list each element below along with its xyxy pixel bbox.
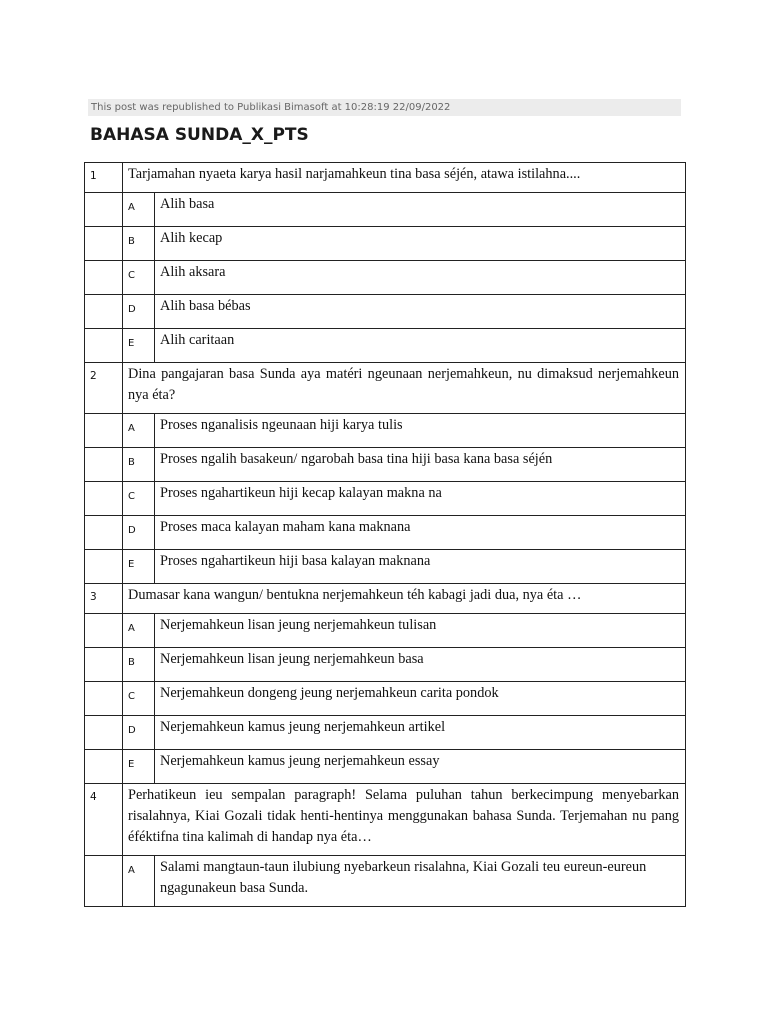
option-text: Proses maca kalayan maham kana maknana: [155, 516, 686, 550]
option-spacer: [85, 516, 123, 550]
option-text: Salami mangtaun-taun ilubiung nyebarkeun risalahna, Kiai Gozali teu eureun-eureun ngagunakeun basa Sunda.: [155, 856, 686, 907]
option-letter: A: [123, 614, 155, 648]
question-text: Perhatikeun ieu sempalan paragraph! Selama puluhan tahun berkecimpung menyebarkan risalahnya, Kiai Gozali tidak henti-hentinya menggunakan bahasa Sunda. Terjemahan nu pang éféktifna tina kalimah di handap nya éta…: [123, 784, 686, 856]
option-row: [85, 329, 686, 363]
option-text: Nerjemahkeun dongeng jeung nerjemahkeun carita pondok: [155, 682, 686, 716]
option-letter: D: [123, 716, 155, 750]
option-row: [85, 448, 686, 482]
question-row: [85, 363, 686, 414]
republish-notice: This post was republished to Publikasi Bimasoft at 10:28:19 22/09/2022: [88, 99, 681, 116]
option-spacer: [85, 716, 123, 750]
option-letter: B: [123, 448, 155, 482]
option-row: [85, 550, 686, 584]
option-letter: E: [123, 329, 155, 363]
option-letter: C: [123, 482, 155, 516]
option-letter: B: [123, 227, 155, 261]
question-row: [85, 784, 686, 856]
option-row: [85, 648, 686, 682]
document-title: BAHASA SUNDA_X_PTS: [90, 125, 309, 145]
option-text: Alih kecap: [155, 227, 686, 261]
option-text: Nerjemahkeun lisan jeung nerjemahkeun basa: [155, 648, 686, 682]
option-row: [85, 193, 686, 227]
option-text: Nerjemahkeun kamus jeung nerjemahkeun essay: [155, 750, 686, 784]
question-text: Dumasar kana wangun/ bentukna nerjemahkeun téh kabagi jadi dua, nya éta …: [123, 584, 686, 614]
option-letter: E: [123, 550, 155, 584]
option-row: [85, 750, 686, 784]
option-letter: A: [123, 856, 155, 907]
option-text: Nerjemahkeun lisan jeung nerjemahkeun tulisan: [155, 614, 686, 648]
option-spacer: [85, 482, 123, 516]
option-spacer: [85, 550, 123, 584]
option-spacer: [85, 614, 123, 648]
option-row: [85, 516, 686, 550]
option-row: [85, 482, 686, 516]
option-letter: D: [123, 516, 155, 550]
question-number: 1: [85, 163, 123, 193]
option-text: Proses ngalih basakeun/ ngarobah basa tina hiji basa kana basa séjén: [155, 448, 686, 482]
option-letter: C: [123, 261, 155, 295]
option-spacer: [85, 261, 123, 295]
option-letter: A: [123, 414, 155, 448]
question-table: [84, 162, 686, 907]
question-text: Tarjamahan nyaeta karya hasil narjamahkeun tina basa séjén, atawa istilahna....: [123, 163, 686, 193]
option-spacer: [85, 193, 123, 227]
option-text: Proses ngahartikeun hiji basa kalayan maknana: [155, 550, 686, 584]
option-letter: A: [123, 193, 155, 227]
option-text: Alih basa: [155, 193, 686, 227]
option-letter: E: [123, 750, 155, 784]
option-row: [85, 716, 686, 750]
option-row: [85, 614, 686, 648]
option-text: Proses ngahartikeun hiji kecap kalayan makna na: [155, 482, 686, 516]
option-spacer: [85, 227, 123, 261]
question-row: [85, 584, 686, 614]
option-spacer: [85, 295, 123, 329]
question-row: [85, 163, 686, 193]
option-text: Nerjemahkeun kamus jeung nerjemahkeun artikel: [155, 716, 686, 750]
option-spacer: [85, 750, 123, 784]
option-row: [85, 856, 686, 907]
option-spacer: [85, 682, 123, 716]
question-number: 2: [85, 363, 123, 414]
question-number: 3: [85, 584, 123, 614]
option-row: [85, 414, 686, 448]
option-row: [85, 261, 686, 295]
option-text: Alih basa bébas: [155, 295, 686, 329]
option-row: [85, 682, 686, 716]
option-letter: B: [123, 648, 155, 682]
option-text: Proses nganalisis ngeunaan hiji karya tulis: [155, 414, 686, 448]
option-letter: C: [123, 682, 155, 716]
option-spacer: [85, 414, 123, 448]
option-spacer: [85, 648, 123, 682]
option-spacer: [85, 856, 123, 907]
option-spacer: [85, 329, 123, 363]
option-row: [85, 227, 686, 261]
option-text: Alih aksara: [155, 261, 686, 295]
option-letter: D: [123, 295, 155, 329]
question-text: Dina pangajaran basa Sunda aya matéri ngeunaan nerjemahkeun, nu dimaksud nerjemahkeun nya éta?: [123, 363, 686, 414]
option-spacer: [85, 448, 123, 482]
option-row: [85, 295, 686, 329]
option-text: Alih caritaan: [155, 329, 686, 363]
question-number: 4: [85, 784, 123, 856]
